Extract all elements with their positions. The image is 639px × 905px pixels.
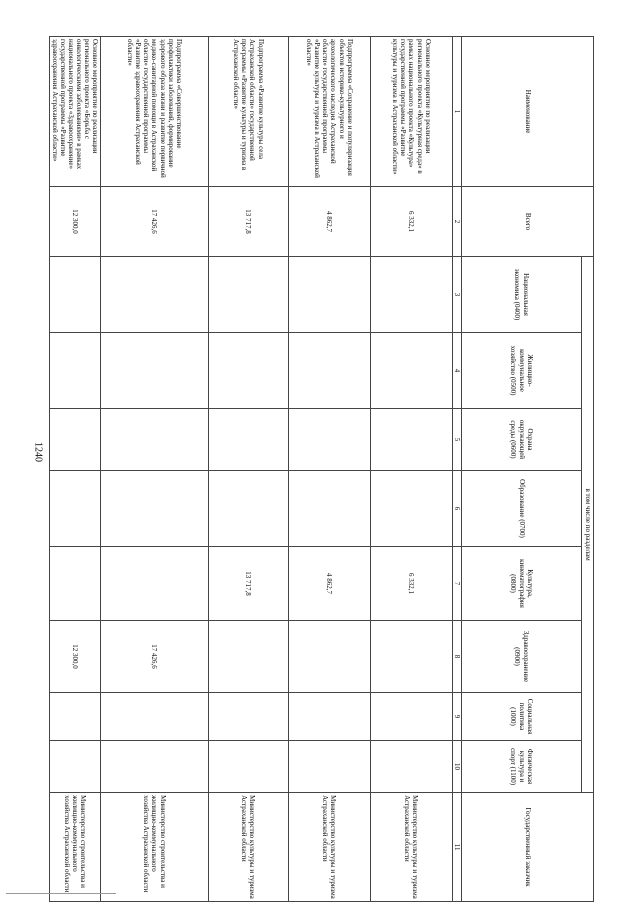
cell-0600 xyxy=(288,409,370,471)
header-customer: Государственный заказчик xyxy=(462,793,594,902)
column-number: 7 xyxy=(452,547,461,621)
rotated-table-frame xyxy=(50,36,594,901)
budget-table xyxy=(49,36,594,902)
cell-0700 xyxy=(208,471,288,547)
row-name: Основное мероприятие по реализации регионального проекта «Борьба с онкологическими заболеваниями» в рамках национального проекта «Здравоохранение» государственной программы «Развитие здравоохранения Астраханской области» xyxy=(49,37,100,187)
cell-0500 xyxy=(370,333,452,409)
header-section-1000: Социальная политика (1000) xyxy=(462,693,582,741)
cell-0900 xyxy=(370,621,452,693)
cell-0800 xyxy=(100,547,208,621)
cell-0400 xyxy=(288,257,370,333)
column-number: 10 xyxy=(452,741,461,793)
cell-0600 xyxy=(100,409,208,471)
cell-1100 xyxy=(100,741,208,793)
cell-0700 xyxy=(370,471,452,547)
row-name: Подпрограмма «Совершенствование профилактики заболеваний, формирование здорового образа жизни и развитие первичной медико-санитарной помощи в Астраханской области» государственной программы «Развитие здравоохранения Астраханской области» xyxy=(100,37,208,187)
cell-1100 xyxy=(208,741,288,793)
page-number: 1240 xyxy=(32,442,44,462)
column-number-row xyxy=(452,37,461,902)
cell-0500 xyxy=(100,333,208,409)
row-total: 6 332,1 xyxy=(370,187,452,257)
row-total: 17 426,6 xyxy=(100,187,208,257)
cell-0400 xyxy=(100,257,208,333)
header-section-1100: Физическая культура и спорт (1100) xyxy=(462,741,582,793)
table-row xyxy=(208,37,288,902)
header-sections-group: в том числе по разделам xyxy=(582,257,594,793)
cell-0700 xyxy=(288,471,370,547)
cell-0400 xyxy=(208,257,288,333)
column-number: 6 xyxy=(452,471,461,547)
column-number: 4 xyxy=(452,333,461,409)
header-section-0400: Национальная экономика (0400) xyxy=(462,257,582,333)
cell-0900 xyxy=(208,621,288,693)
cell-1100 xyxy=(49,741,100,793)
cell-0800: 13 717,8 xyxy=(208,547,288,621)
row-total: 13 717,8 xyxy=(208,187,288,257)
cell-0500 xyxy=(49,333,100,409)
cell-1000 xyxy=(49,693,100,741)
cell-1100 xyxy=(370,741,452,793)
row-customer: Министерство культуры и туризма Астраханской области xyxy=(208,793,288,902)
row-customer: Министерство строительства и жилищно-коммунального хозяйства Астраханской области xyxy=(100,793,208,902)
cell-0800: 6 332,1 xyxy=(370,547,452,621)
cell-0600 xyxy=(208,409,288,471)
header-section-0500: Жилищно-коммунальное хозяйство (0500) xyxy=(462,333,582,409)
cell-0400 xyxy=(49,257,100,333)
row-total: 4 862,7 xyxy=(288,187,370,257)
cell-0900 xyxy=(288,621,370,693)
cell-0800: 4 862,7 xyxy=(288,547,370,621)
row-customer: Министерство культуры и туризма Астраханской области xyxy=(288,793,370,902)
column-number: 8 xyxy=(452,621,461,693)
row-name: Подпрограмма «Сохранение и популяризация объектов историко-культурного и археологического наследия Астраханской области» государственной программы «Развитие культуры и туризма в Астраханской области» xyxy=(288,37,370,187)
cell-0600 xyxy=(49,409,100,471)
header-section-0900: Здравоохранение (0900) xyxy=(462,621,582,693)
column-number: 9 xyxy=(452,693,461,741)
cell-0400 xyxy=(370,257,452,333)
row-name: Подпрограмма «Развитие культуры села Астраханской области» государственной программы «Развитие культуры и туризма в Астраханской области» xyxy=(208,37,288,187)
header-name: Наименование xyxy=(462,37,594,187)
table-row xyxy=(100,37,208,902)
row-total: 12 300,0 xyxy=(49,187,100,257)
cell-0900: 17 426,6 xyxy=(100,621,208,693)
table-row xyxy=(288,37,370,902)
header-section-0700: Образование (0700) xyxy=(462,471,582,547)
cell-0900: 12 300,0 xyxy=(49,621,100,693)
cell-0500 xyxy=(208,333,288,409)
cell-1000 xyxy=(100,693,208,741)
row-customer: Министерство строительства и жилищно-коммунального хозяйства Астраханской области xyxy=(49,793,100,902)
header-section-0800: Культура, кинематография (0800) xyxy=(462,547,582,621)
cell-1000 xyxy=(288,693,370,741)
row-name: Основное мероприятие по реализации регионального проекта «Культурная среда» в рамках национального проекта «Культура» государственной программы «Развитие культуры и туризма в Астраханской области» xyxy=(370,37,452,187)
cell-0500 xyxy=(288,333,370,409)
cell-0700 xyxy=(49,471,100,547)
table-row xyxy=(370,37,452,902)
column-number: 5 xyxy=(452,409,461,471)
column-number: 3 xyxy=(452,257,461,333)
header-total: Всего xyxy=(462,187,594,257)
column-number: 1 xyxy=(452,37,461,187)
table-row xyxy=(49,37,100,902)
cell-1000 xyxy=(208,693,288,741)
cell-1100 xyxy=(288,741,370,793)
bottom-rule xyxy=(6,893,116,894)
cell-1000 xyxy=(370,693,452,741)
cell-0800 xyxy=(49,547,100,621)
column-number: 11 xyxy=(452,793,461,902)
column-number: 2 xyxy=(452,187,461,257)
header-section-0600: Охрана окружающей среды (0600) xyxy=(462,409,582,471)
cell-0600 xyxy=(370,409,452,471)
row-customer: Министерство культуры и туризма Астраханской области xyxy=(370,793,452,902)
cell-0700 xyxy=(100,471,208,547)
